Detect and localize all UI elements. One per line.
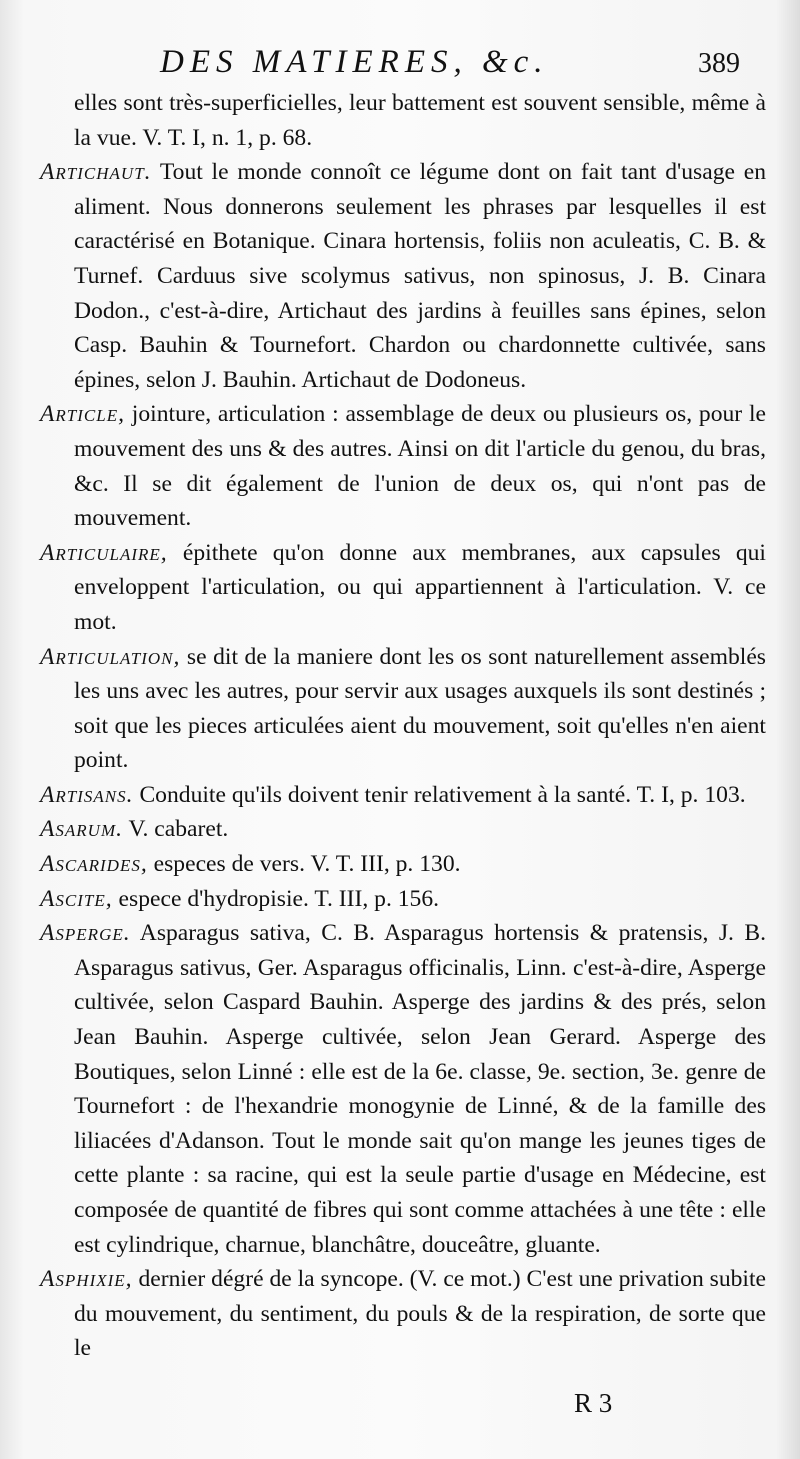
headword: Artichaut.	[40, 159, 152, 186]
page-number: 389	[698, 48, 740, 79]
entry-text: jointure, articulation : assemblage de deux ou plusieurs os, pour le mouvement des uns & des autres. Ainsi on dit l'article du genou, du bras, &c. Il se dit également de l'union de deux os, qui n'ont pas de mouvement.	[74, 401, 766, 532]
entry-text: dernier dégré de la syncope. (V. ce mot.) C'est une privation subite du mouvement, du sentiment, du pouls & de la respiration, de sorte que le	[74, 1266, 767, 1362]
entry-text: V. cabaret.	[123, 816, 229, 843]
entry-article	[40, 397, 766, 535]
headword: Ascite,	[40, 885, 113, 912]
entry-continuation: elles sont très-superficielles, leur battement est souvent sensible, même à la vue. V. T. I, n. 1, p. 68.	[74, 90, 766, 151]
entry-text: se dit de la maniere dont les os sont naturellement assemblés les uns avec les autres, pour servir aux usages auxquels ils sont destinés ; soit que les pieces articulées aient du mouvement, soit qu'elles n'en aient point.	[74, 643, 766, 774]
entry-articulation	[40, 640, 766, 778]
index-text	[40, 86, 766, 1366]
entry-text: especes de vers. V. T. III, p. 130.	[147, 851, 461, 878]
entry-ascarides	[40, 847, 766, 882]
entry-text: épithete qu'on donne aux membranes, aux capsules qui enveloppent l'articulation, ou qui appartiennent à l'articulation. V. ce mot.	[74, 539, 766, 635]
headword: Asperge.	[40, 920, 131, 947]
headword: Asphixie,	[40, 1266, 133, 1293]
signature-mark: R 3	[574, 1388, 613, 1418]
entry-articulaire	[40, 536, 766, 640]
headword: Asarum.	[40, 816, 124, 843]
entry-text: Conduite qu'ils doivent tenir relativement à la santé. T. I, p. 103.	[133, 781, 746, 808]
entry-text: espece d'hydropisie. T. III, p. 156.	[112, 885, 440, 912]
headword: Artisans.	[40, 781, 134, 808]
headword: Article,	[40, 401, 125, 428]
entry-asphixie	[40, 1262, 766, 1366]
entry-artichaut	[40, 155, 766, 397]
headword: Articulaire,	[40, 539, 168, 566]
running-title: DES MATIERES, &c.	[160, 44, 549, 80]
running-header	[160, 44, 750, 84]
entry-artisans	[40, 778, 766, 813]
headword: Ascarides,	[40, 851, 148, 878]
entry-asperge	[40, 916, 766, 1262]
entry-asarum	[40, 812, 766, 847]
entry-text: Tout le monde connoît ce légume dont on fait tant d'usage en aliment. Nous donnerons seulement les phrases par lesquelles il est caractérisé en Botanique. Cinara hortensis, foliis non aculeatis, C. B. & Turnef. Carduus sive scolymus sativus, non spinosus, J. B. Cinara Dodon., c'est-à-dire, Artichaut des jardins à feuilles sans épines, selon Casp. Bauhin & Tournefort. Chardon ou chardonnette cultivée, sans épines, selon J. Bauhin. Artichaut de Dodoneus.	[74, 159, 766, 393]
entry-ascite	[40, 882, 766, 917]
headword: Articulation,	[40, 643, 181, 670]
entry-text: Asparagus sativa, C. B. Asparagus hortensis & pratensis, J. B. Asparagus sativus, Ger. Asparagus officinalis, Linn. c'est-à-dire, Asperge cultivée, selon Caspard Bauhin. Asperge des jardins & des prés, selon Jean Bauhin. Asperge cultivée, selon Jean Gerard. Asperge des Boutiques, selon Linné : elle est de la 6e. classe, 9e. section, 3e. genre de Tournefort : de l'hexandrie monogynie de Linné, & de la famille des liliacées d'Adanson. Tout le monde sait qu'on mange les jeunes tiges de cette plante : sa racine, qui est la seule partie d'usage en Médecine, est composée de quantité de fibres qui sont comme attachées à une tête : elle est cylindrique, charnue, blanchâtre, douceâtre, gluante.	[74, 920, 766, 1258]
